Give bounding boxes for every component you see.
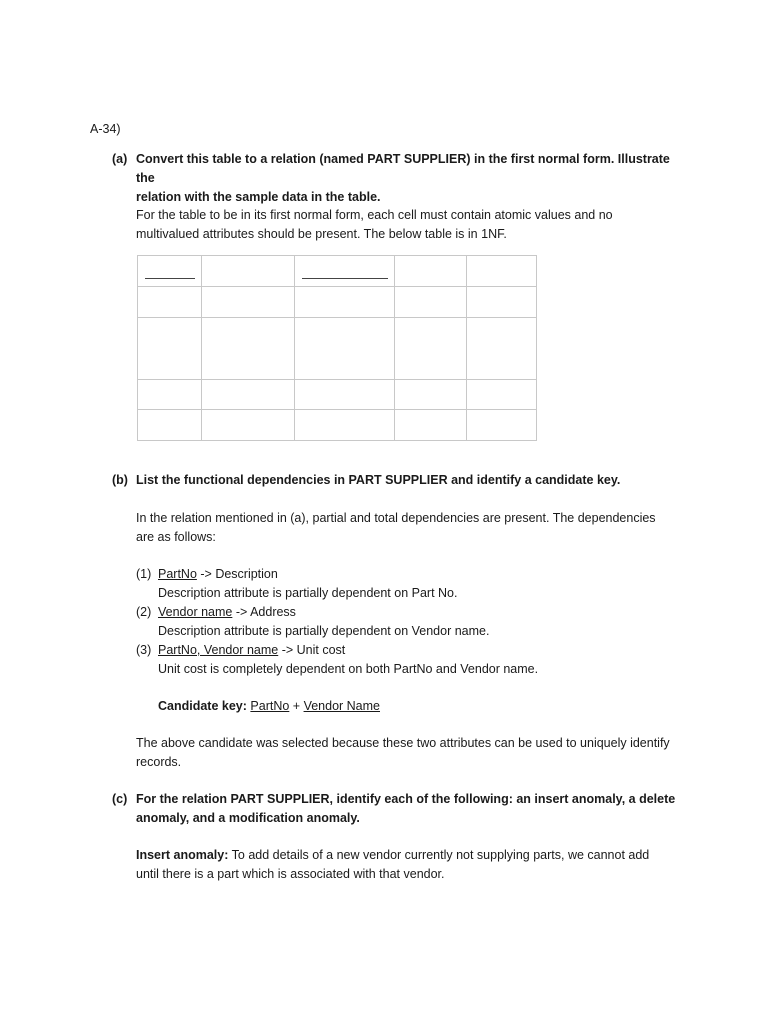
table-row [138, 287, 537, 318]
table-cell [395, 410, 467, 441]
candidate-key-label: Candidate key: [158, 699, 247, 713]
part-a-title-line1: Convert this table to a relation (named PART SUPPLIER) in the first normal form. Illustrate the [136, 152, 670, 185]
table-cell [202, 256, 295, 287]
part-b-intro [136, 509, 681, 547]
table-cell [202, 318, 295, 380]
insert-anomaly-line1 [136, 846, 681, 865]
candidate-key-part1: PartNo [250, 699, 290, 713]
dependency-note: Unit cost is completely dependent on both PartNo and Vendor name. [158, 662, 539, 676]
part-a-title [136, 150, 681, 207]
table-row [138, 256, 537, 287]
dependency-note: Description attribute is partially dependent on Vendor name. [158, 624, 490, 638]
candidate-key-line [158, 697, 678, 716]
part-a-para-line1: For the table to be in its first normal form, each cell must contain atomic values and no [136, 208, 613, 222]
table-cell [138, 287, 202, 318]
candidate-key-plus: + [289, 699, 304, 713]
part-b-label: (b) [112, 473, 128, 487]
table-cell [138, 410, 202, 441]
table-cell [467, 256, 537, 287]
insert-anomaly-label: Insert anomaly: [136, 848, 229, 862]
table-cell [202, 287, 295, 318]
relation-table [137, 255, 537, 441]
insert-anomaly [136, 846, 681, 884]
table-cell [467, 410, 537, 441]
part-c-title-line2: anomaly, and a modification anomaly. [136, 811, 360, 825]
table-row [138, 318, 537, 380]
part-a-title-line2: relation with the sample data in the table. [136, 190, 381, 204]
table-cell [395, 287, 467, 318]
dependency-lhs: PartNo, Vendor name [158, 643, 279, 657]
dependency-rule [158, 603, 678, 622]
table-cell [138, 256, 202, 287]
part-b-title: List the functional dependencies in PART SUPPLIER and identify a candidate key. [136, 473, 621, 487]
part-c-label: (c) [112, 792, 128, 806]
dependency-number: (3) [136, 643, 152, 657]
table-cell [395, 318, 467, 380]
candidate-key-part2: Vendor Name [303, 699, 380, 713]
candidate-reason [136, 734, 681, 772]
dependency-rhs: -> Description [196, 567, 278, 581]
table-cell [295, 380, 395, 410]
header-underline [302, 278, 388, 279]
table-cell [295, 318, 395, 380]
part-c-title [136, 790, 681, 828]
dependency-lhs: Vendor name [158, 605, 233, 619]
table-cell [395, 380, 467, 410]
candidate-reason-line2: records. [136, 755, 182, 769]
part-b-intro-line2: are as follows: [136, 530, 216, 544]
dependency-rule [158, 565, 678, 584]
table-cell [295, 410, 395, 441]
dependency-number: (2) [136, 605, 152, 619]
dependency-item [158, 565, 678, 603]
question-number: A-34) [90, 122, 121, 136]
insert-anomaly-text: To add details of a new vendor currently not supplying parts, we cannot add [228, 848, 650, 862]
dependency-number: (1) [136, 567, 152, 581]
dependency-rhs: -> Unit cost [278, 643, 346, 657]
table-cell [467, 287, 537, 318]
dependency-rhs: -> Address [232, 605, 296, 619]
header-underline [145, 278, 195, 279]
candidate-reason-line1: The above candidate was selected because these two attributes can be used to uniquely identify [136, 736, 670, 750]
part-b-intro-line1: In the relation mentioned in (a), partial and total dependencies are present. The dependencies [136, 511, 656, 525]
part-c-title-line1: For the relation PART SUPPLIER, identify each of the following: an insert anomaly, a delete [136, 792, 676, 806]
table-cell [202, 410, 295, 441]
table-cell [202, 380, 295, 410]
part-a-paragraph [136, 206, 681, 244]
table-cell [395, 256, 467, 287]
part-a-para-line2: multivalued attributes should be present. The below table is in 1NF. [136, 227, 507, 241]
dependency-item [158, 603, 678, 641]
dependency-lhs: PartNo [158, 567, 197, 581]
table-cell [295, 287, 395, 318]
dependency-rule [158, 641, 678, 660]
table-cell [138, 380, 202, 410]
table-cell [295, 256, 395, 287]
dependency-item [158, 641, 678, 679]
table-cell [138, 318, 202, 380]
insert-anomaly-line2: until there is a part which is associated with that vendor. [136, 867, 445, 881]
table-cell [467, 380, 537, 410]
table-row [138, 410, 537, 441]
part-a-label: (a) [112, 152, 128, 166]
table-cell [467, 318, 537, 380]
table-row [138, 380, 537, 410]
dependency-note: Description attribute is partially dependent on Part No. [158, 586, 458, 600]
